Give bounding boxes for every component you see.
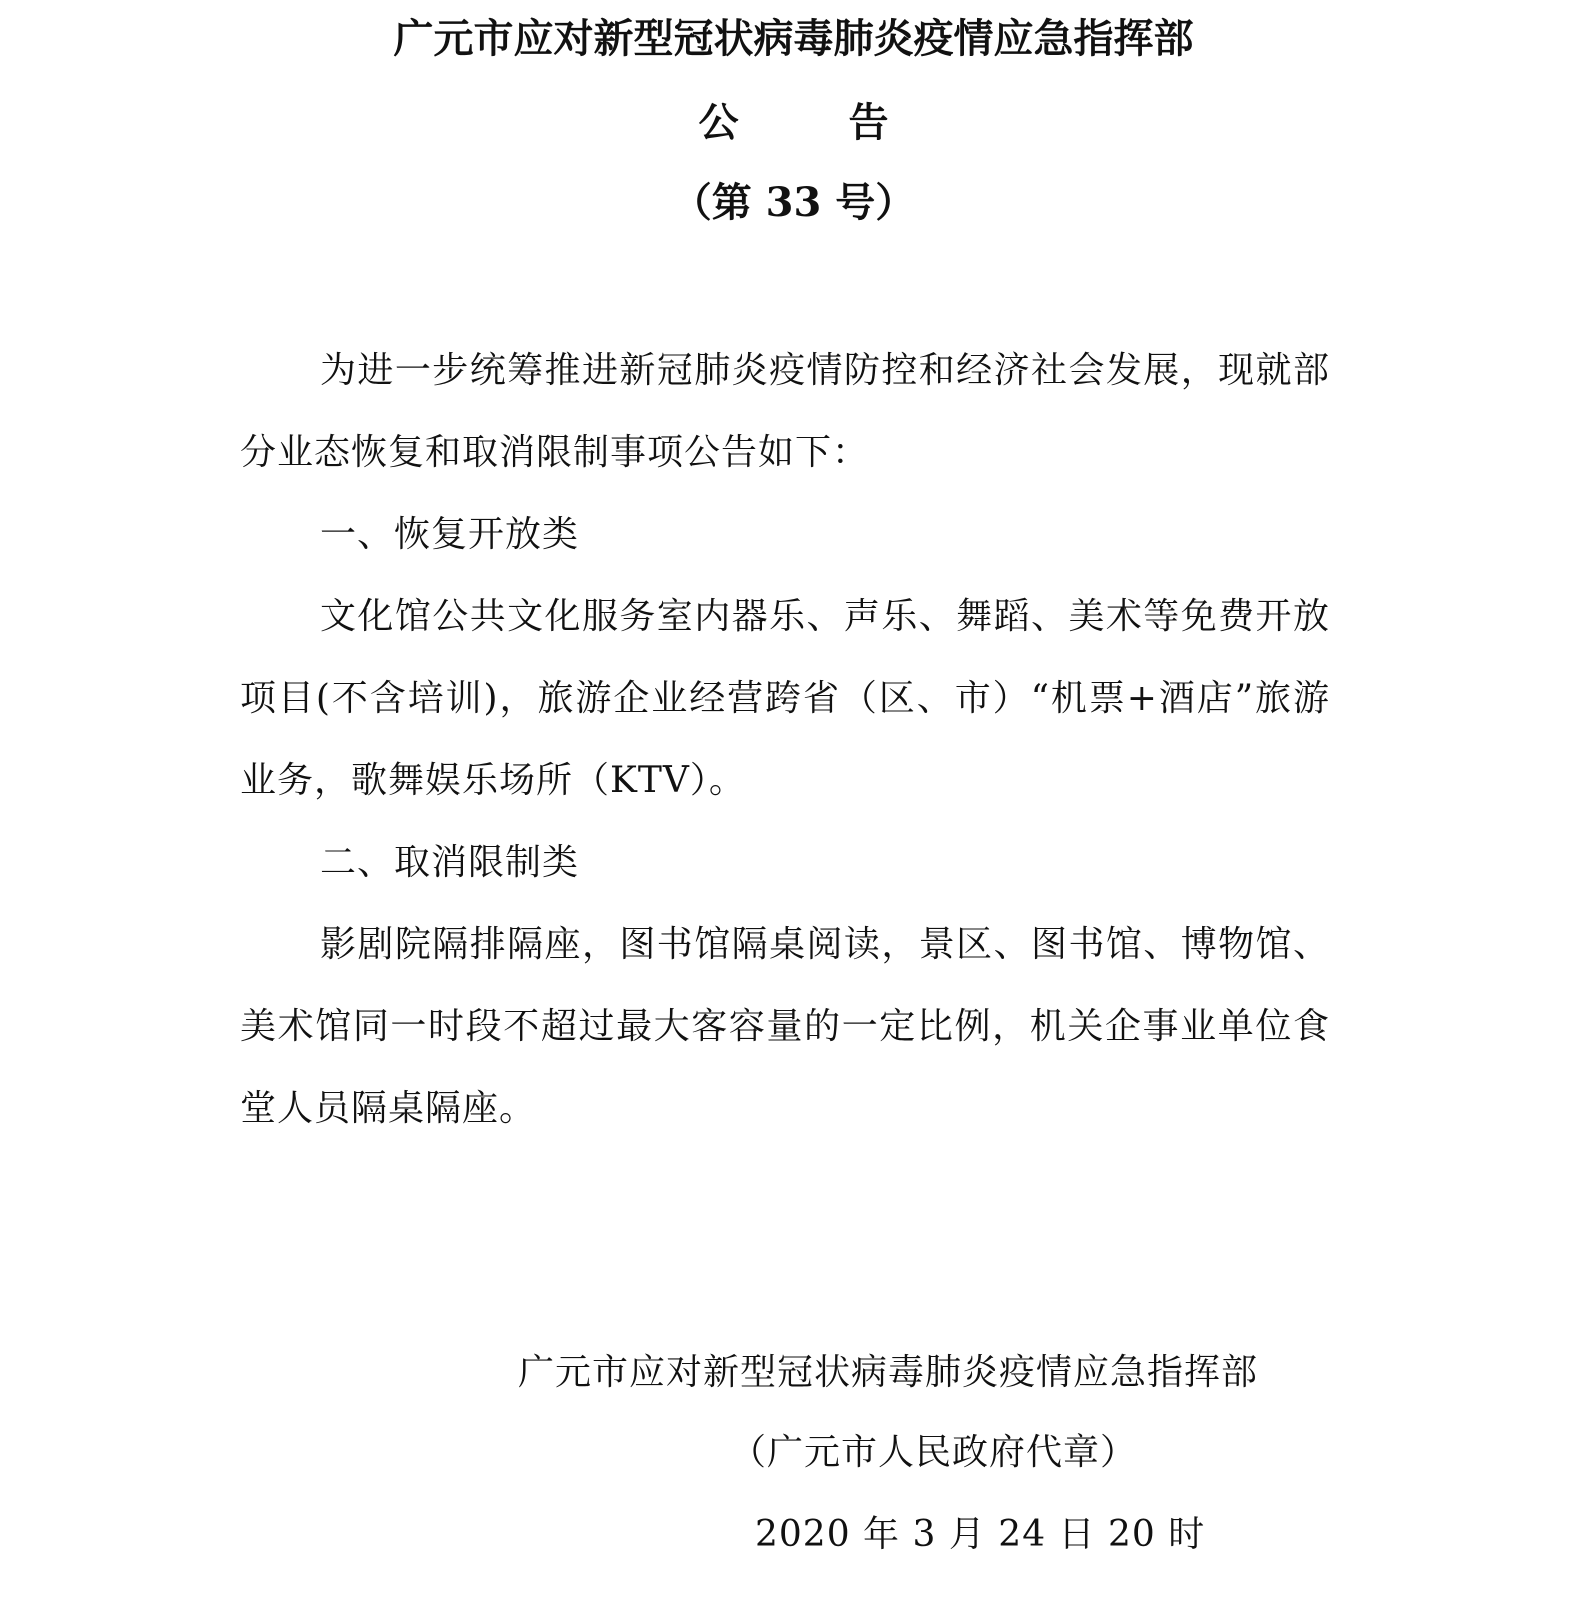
intro-paragraph: 为进一步统筹推进新冠肺炎疫情防控和经济社会发展，现就部分业态恢复和取消限制事项公告如下：	[240, 350, 1330, 473]
section-1-heading: 一、恢复开放类	[320, 514, 580, 555]
section-1-heading-block	[240, 494, 1330, 576]
document-title: 广元市应对新型冠状病毒肺炎疫情应急指挥部	[393, 15, 1194, 62]
signature-organization: 广元市应对新型冠状病毒肺炎疫情应急指挥部	[518, 1352, 1259, 1393]
section-1-paragraph-block	[240, 576, 1330, 822]
section-1-paragraph: 文化馆公共文化服务室内器乐、声乐、舞蹈、美术等免费开放项目(不含培训)，旅游企业经营跨省（区、市）“机票+酒店”旅游业务，歌舞娱乐场所（KTV）。	[240, 596, 1330, 801]
document-number: （第 33 号）	[671, 179, 916, 226]
section-2-heading: 二、取消限制类	[320, 842, 580, 883]
signature-seal-note: （广元市人民政府代章）	[730, 1432, 1138, 1473]
section-2-paragraph-block	[240, 904, 1330, 1150]
document-type: 公告	[698, 99, 999, 146]
signature-date: 2020 年 3 月 24 日 20 时	[755, 1514, 1206, 1555]
section-2-paragraph: 影剧院隔排隔座，图书馆隔桌阅读，景区、图书馆、博物馆、美术馆同一时段不超过最大客容量的一定比例，机关企事业单位食堂人员隔桌隔座。	[240, 924, 1330, 1129]
intro-paragraph-block	[240, 330, 1330, 494]
section-2-heading-block	[240, 822, 1330, 904]
